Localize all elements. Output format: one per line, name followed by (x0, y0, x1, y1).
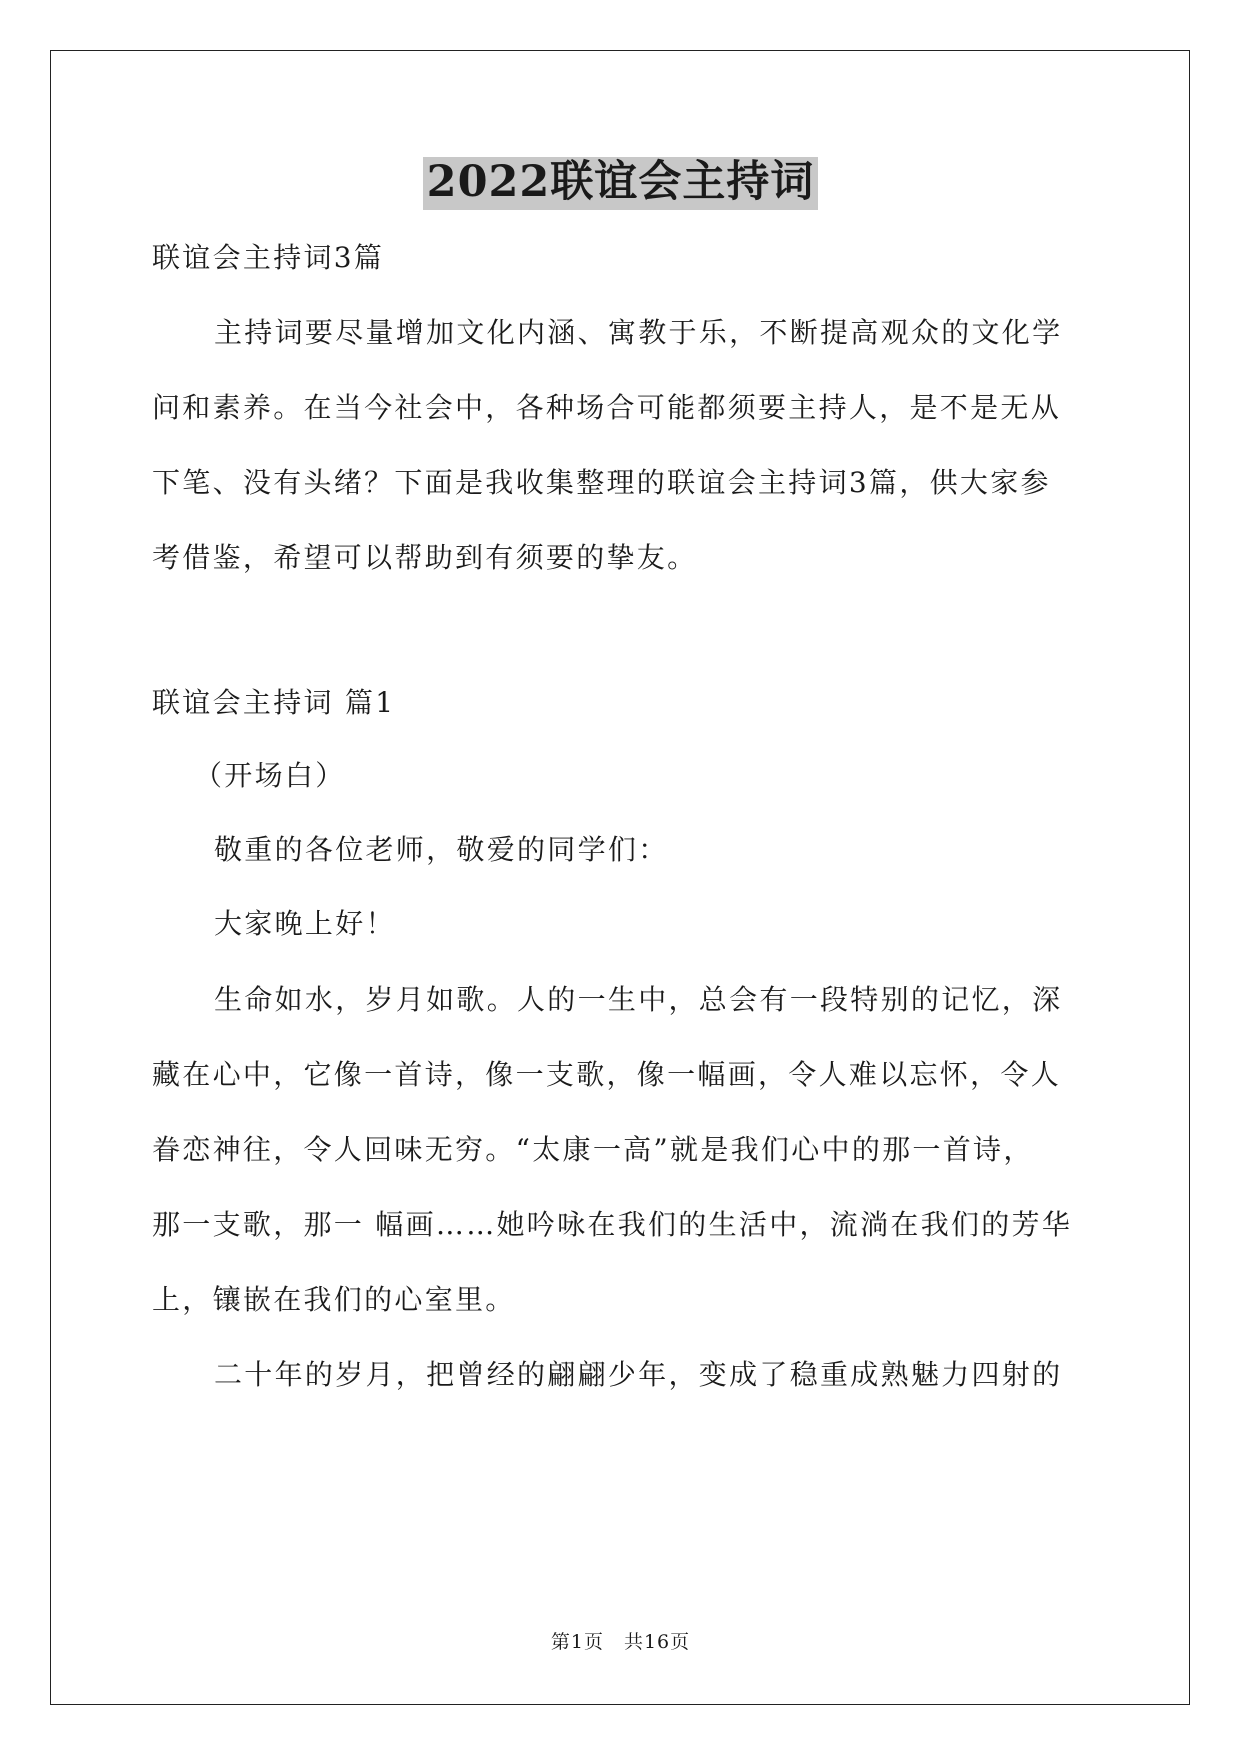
page-border (50, 50, 1190, 1705)
paragraph-line: 藏在心中，它像一首诗，像一支歌，像一幅画，令人难以忘怀，令人 (152, 1058, 1062, 1091)
intro-line: 下笔、没有头绪？下面是我收集整理的联谊会主持词3篇，供大家参 (152, 466, 1051, 499)
page-footer: 第1页 共16页 (550, 1631, 691, 1653)
paragraph-line: 那一支歌，那一 幅画……她吟咏在我们的生活中，流淌在我们的芳华 (152, 1208, 1073, 1241)
good-evening: 大家晚上好！ (214, 907, 396, 940)
paragraph-line: 生命如水，岁月如歌。人的一生中，总会有一段特别的记忆，深 (214, 983, 1063, 1016)
document-title-container (0, 157, 1241, 210)
greeting: 敬重的各位老师，敬爱的同学们： (214, 833, 669, 866)
paragraph-line: 眷恋神往，令人回味无穷。“太康一高”就是我们心中的那一首诗， (152, 1133, 1034, 1166)
intro-line: 主持词要尽量增加文化内涵、寓教于乐，不断提高观众的文化学 (214, 316, 1063, 349)
paragraph-line: 二十年的岁月，把曾经的翩翩少年，变成了稳重成熟魅力四射的 (214, 1358, 1063, 1391)
paragraph-line: 上，镶嵌在我们的心室里。 (152, 1283, 516, 1316)
section-heading: 联谊会主持词 篇1 (152, 686, 396, 719)
subtitle: 联谊会主持词3篇 (152, 241, 385, 274)
intro-line: 考借鉴，希望可以帮助到有须要的挚友。 (152, 541, 698, 574)
document-title: 2022联谊会主持词 (423, 157, 819, 210)
opening-label: （开场白） (194, 759, 346, 792)
intro-line: 问和素养。在当今社会中，各种场合可能都须要主持人，是不是无从 (152, 391, 1062, 424)
